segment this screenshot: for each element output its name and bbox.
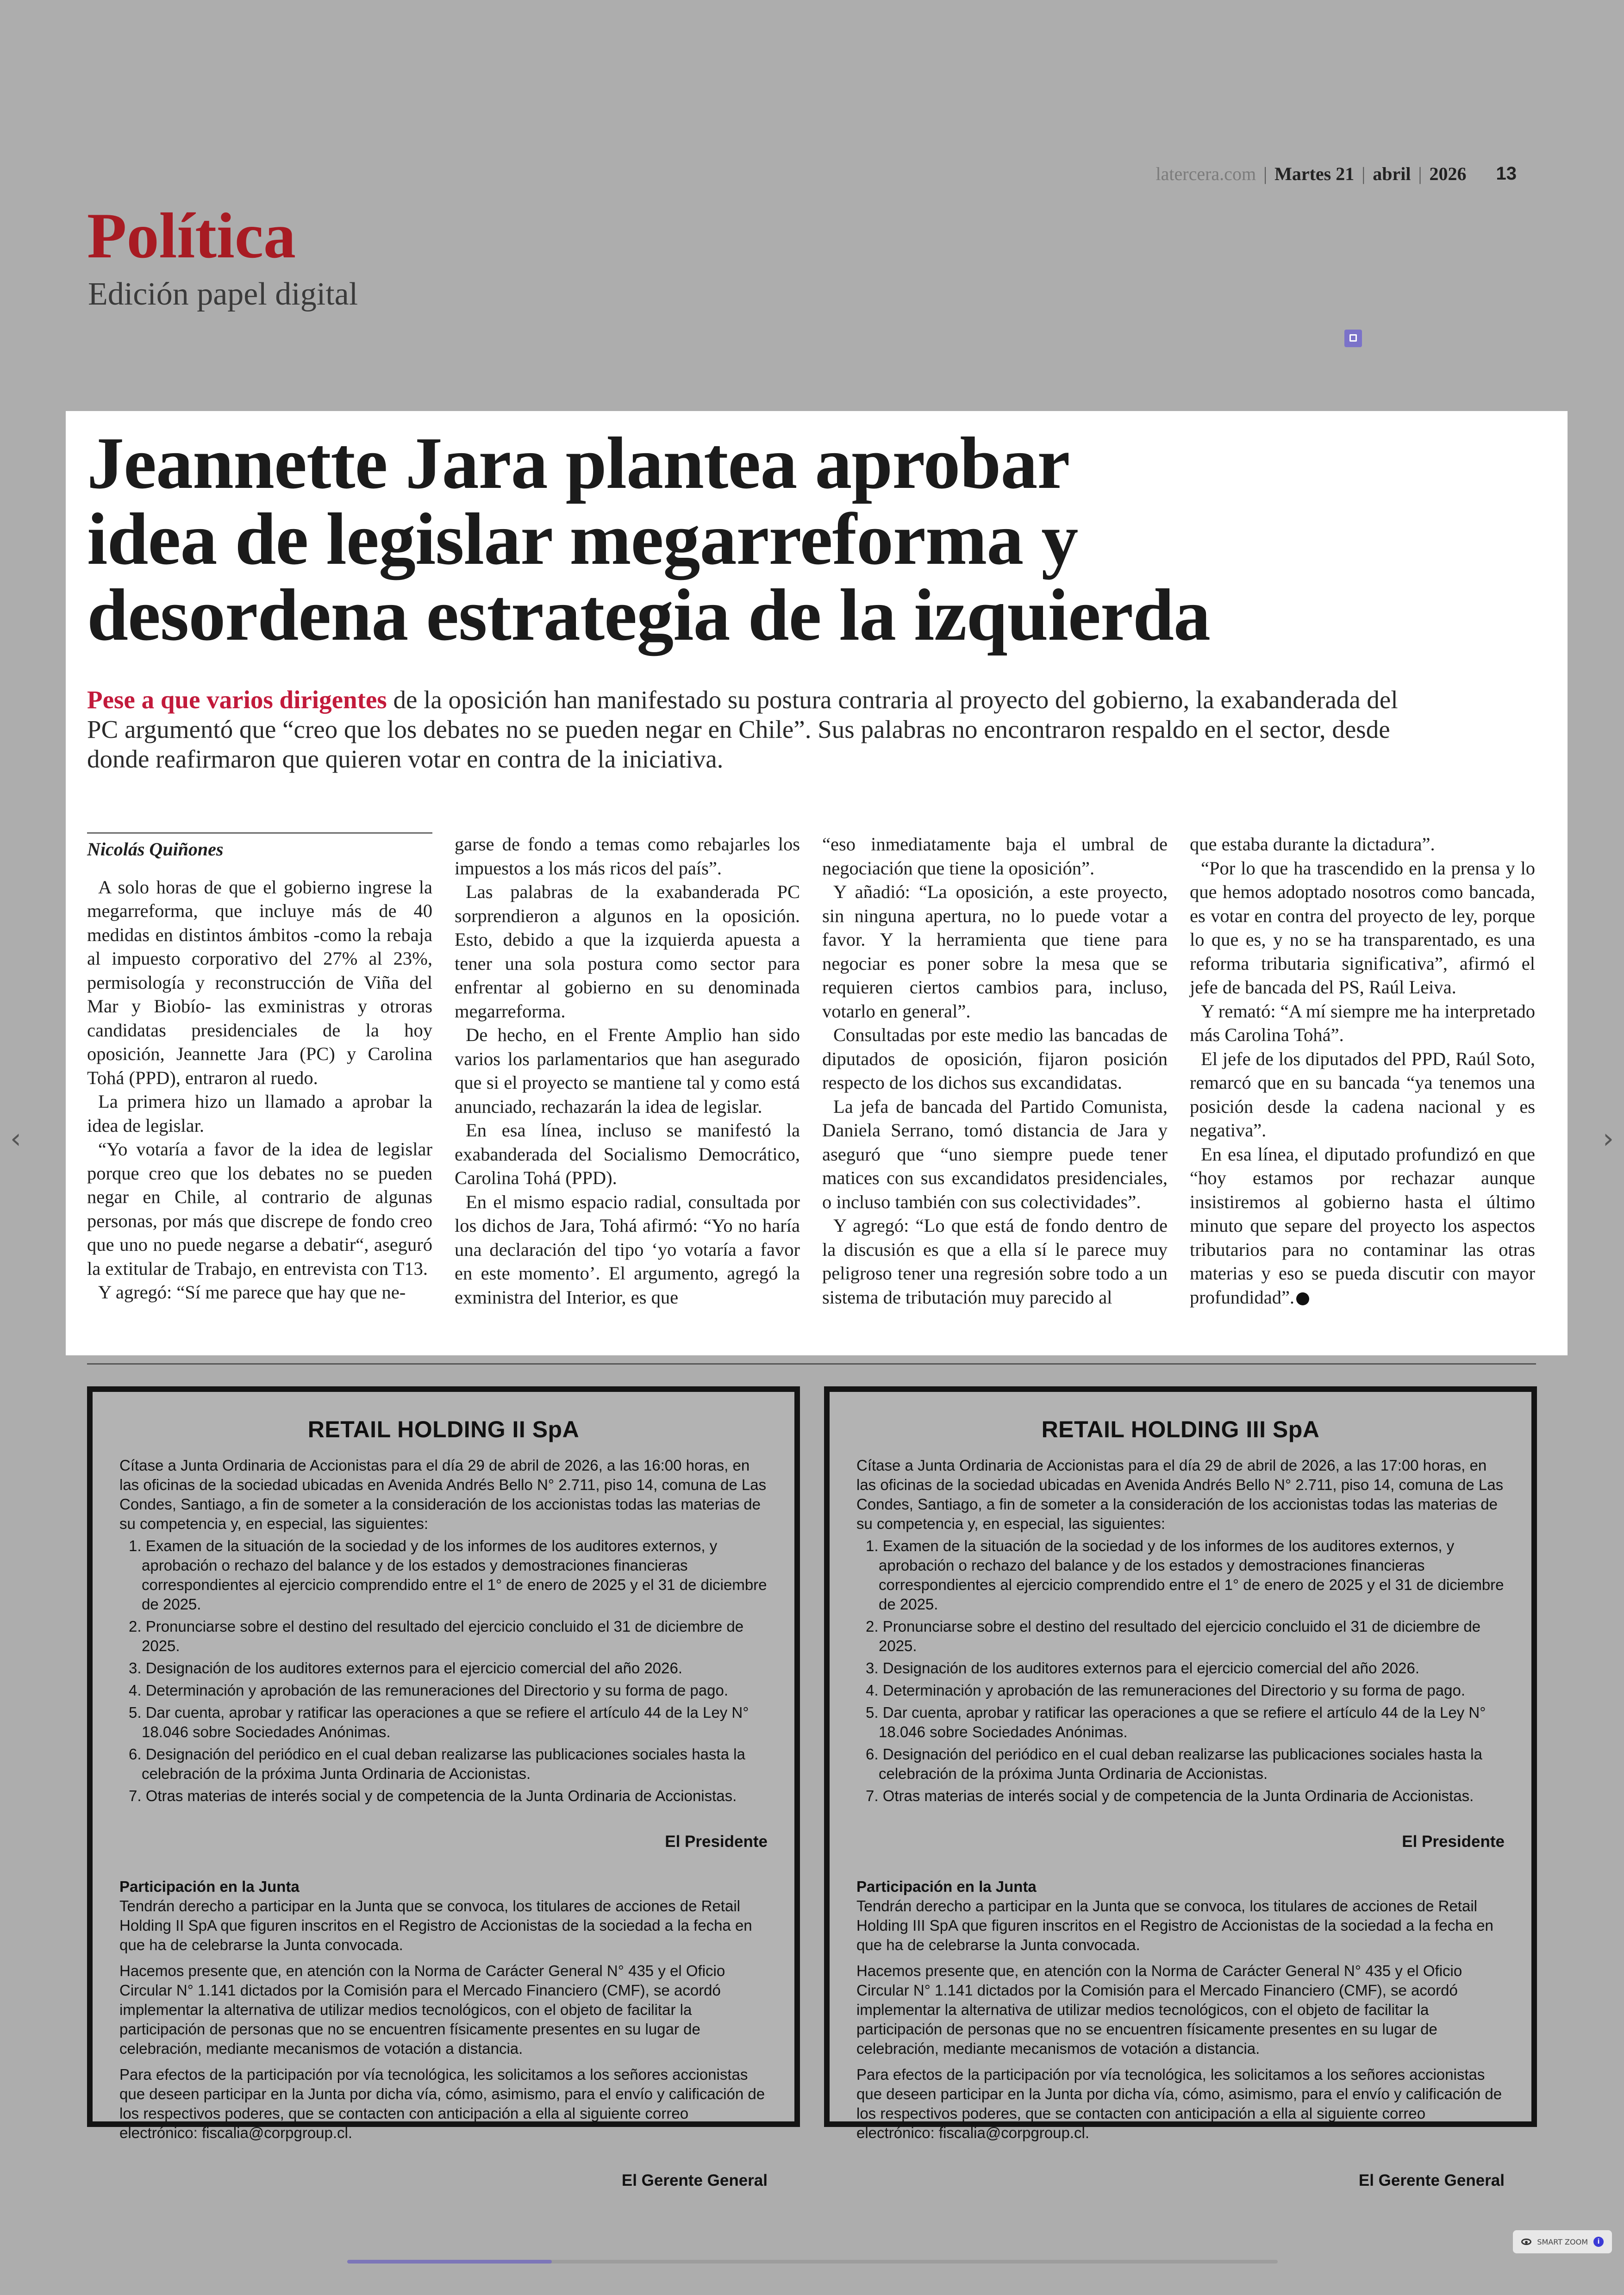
agenda-item: 6. Designación del periódico en el cual deban realizarse las publicaciones sociales hasta la celebración de la próxima Junta Ordinaria de Accionistas.: [129, 1746, 745, 1782]
notice-title: RETAIL HOLDING III SpA: [1041, 1416, 1320, 1442]
smart-zoom-button[interactable]: [1513, 2230, 1612, 2253]
end-mark-icon: [1296, 1292, 1309, 1305]
notice-paragraph: Para efectos de la participación por vía tecnológica, les solicitamos a los señores accionistas que deseen participar en la Junta por dicha vía, cómo, asimismo, para el envío y calificación de los respectivos poderes, que se contacten con anticipación a ella al siguiente correo electrónico: fiscalia@corpgroup.cl.: [119, 2066, 765, 2141]
agenda-item: 5. Dar cuenta, aprobar y ratificar las operaciones a que se refiere el artículo 44 de la Ley N° 18.046 sobre Sociedades Anónimas.: [129, 1704, 749, 1740]
paragraph: El jefe de los diputados del PPD, Raúl Soto, remarcó que en su bancada “ya tenemos una posición desde la cadena nacional y es negativa”.: [1190, 1048, 1535, 1141]
headline-line: idea de legislar megarreforma y: [87, 498, 1078, 580]
paragraph: La primera hizo un llamado a aprobar la idea de legislar.: [87, 1091, 432, 1136]
info-icon[interactable]: i: [1593, 2237, 1604, 2247]
weekday-day: Martes 21: [1274, 163, 1355, 184]
paragraph: [1190, 1142, 1535, 1310]
paragraph-text: En esa línea, el diputado profundizó en que “hoy estamos por rechazar aunque insistiremos al gobierno hasta el último minuto que separe del proyecto los aspectos tributarios para no contaminar las otras materias y eso se pueda discutir con mayor profundidad”.: [1190, 1143, 1535, 1308]
headline: [87, 422, 1476, 656]
edition-subtitle: Edición papel digital: [88, 276, 358, 312]
participation-title: Participación en la Junta: [119, 1878, 300, 1895]
year: 2026: [1429, 163, 1467, 184]
chevron-left-icon[interactable]: ‹: [10, 1123, 21, 1155]
agenda-item: 3. Designación de los auditores externos para el ejercicio comercial del año 2026.: [129, 1659, 683, 1677]
agenda-item: 4. Determinación y aprobación de las remuneraciones del Directorio y su forma de pago.: [129, 1682, 729, 1699]
agenda-item: 1. Examen de la situación de la sociedad y de los informes de los auditores externos, y aprobación o rechazo del balance y de los estados y demostraciones financieras correspondientes al ejercicio comprendido entre el 1° de enero de 2025 y el 31 de diciembre de 2025.: [866, 1537, 1504, 1613]
article-columns: [87, 832, 1536, 1341]
signer-general-manager: El Gerente General: [621, 2171, 768, 2189]
agenda-item: 5. Dar cuenta, aprobar y ratificar las operaciones a que se refiere el artículo 44 de la Ley N° 18.046 sobre Sociedades Anónimas.: [866, 1704, 1486, 1740]
notice-intro: Cítase a Junta Ordinaria de Accionistas para el día 29 de abril de 2026, a las 16:00 horas, en las oficinas de la sociedad ubicadas en Avenida Andrés Bello N° 2.711, piso 14, comuna de Las Condes, Santiago, a fin de someter a la consideración de los accionistas todas las materias de su competencia y, en especial, las siguientes:: [119, 1457, 767, 1532]
notice-paragraph: Tendrán derecho a participar en la Junta que se convoca, los titulares de acciones de Retail Holding III SpA que figuren inscritos en el Registro de Accionistas de la sociedad a la fecha en que ha de celebrarse la Junta convocada.: [856, 1897, 1493, 1953]
notice-intro: Cítase a Junta Ordinaria de Accionistas para el día 29 de abril de 2026, a las 17:00 horas, en las oficinas de la sociedad ubicadas en Avenida Andrés Bello N° 2.711, piso 14, comuna de Las Condes, Santiago, a fin de someter a la consideración de los accionistas todas las materias de su competencia y, en especial, las siguientes:: [856, 1457, 1504, 1532]
agenda-item: 2. Pronunciarse sobre el destino del resultado del ejercicio concluido el 31 de diciembre de 2025.: [866, 1618, 1481, 1654]
headline-line: desordena estrategia de la izquierda: [87, 574, 1210, 656]
page-number: 13: [1496, 163, 1517, 184]
notice-title: RETAIL HOLDING II SpA: [307, 1416, 580, 1442]
article-column-2: [455, 832, 800, 1341]
agenda-list: [856, 1536, 1505, 1806]
paragraph: garse de fondo a temas como rebajarles los impuestos a los más ricos del país”.: [455, 834, 800, 879]
agenda-item: 7. Otras materias de interés social y de competencia de la Junta Ordinaria de Accionistas.: [866, 1787, 1474, 1804]
headline-line: Jeannette Jara plantea aprobar: [87, 422, 1070, 504]
byline: Nicolás Quiñones: [87, 832, 432, 861]
eye-icon: [1521, 2239, 1531, 2245]
edit-icon[interactable]: [1344, 330, 1362, 347]
notice-paragraph: Para efectos de la participación por vía tecnológica, les solicitamos a los señores accionistas que deseen participar en la Junta por dicha vía, cómo, asimismo, para el envío y calificación de los respectivos poderes, que se contacten con anticipación a ella al siguiente correo electrónico: fiscalia@corpgroup.cl.: [856, 2066, 1502, 2141]
legal-notice-retail-holding-iii: [824, 1386, 1537, 2189]
section-title: Política: [87, 200, 296, 272]
separator: |: [1263, 163, 1268, 184]
agenda-item: 4. Determinación y aprobación de las remuneraciones del Directorio y su forma de pago.: [866, 1682, 1466, 1699]
article-column-3: [822, 832, 1168, 1341]
article-column-4: [1190, 832, 1535, 1341]
lead-highlight: Pese a que varios dirigentes: [87, 686, 387, 714]
agenda-item: 6. Designación del periódico en el cual deban realizarse las publicaciones sociales hasta la celebración de la próxima Junta Ordinaria de Accionistas.: [866, 1746, 1482, 1782]
paragraph: A solo horas de que el gobierno ingrese la megarreforma, que incluye más de 40 medidas en distintos ámbitos -como la rebaja al impuesto corporativo del 27% al 23%, permisología y reconstrucción de Viña del Mar y Biobío- las exministras y otroras candidatas presidenciales de la hoy oposición, Jeannette Jara (PC) y Carolina Tohá (PPD), entraron al ruedo.: [87, 876, 432, 1088]
paragraph: que estaba durante la dictadura”.: [1190, 834, 1435, 854]
paragraph: Y añadió: “La oposición, a este proyecto, sin ninguna apertura, no lo puede votar a favor. Y la herramienta que tiene para negociar es poner sobre la mesa que se requieren ciertos cambios para, incluso, votarlo en general”.: [822, 881, 1168, 1022]
paragraph: Y agregó: “Sí me parece que hay que ne-: [98, 1282, 406, 1303]
agenda-item: 1. Examen de la situación de la sociedad y de los informes de los auditores externos, y aprobación o rechazo del balance y de los estados y demostraciones financieras correspondientes al ejercicio comprendido entre el 1° de enero de 2025 y el 31 de diciembre de 2025.: [129, 1537, 767, 1613]
legal-notice-retail-holding-ii: [87, 1386, 800, 2189]
paragraph: Consultadas por este medio las bancadas de diputados de oposición, fijaron posición respecto de los dichos sus excandidatas.: [822, 1024, 1168, 1093]
paragraph: En esa línea, incluso se manifestó la exabanderada del Socialismo Democrático, Carolina Tohá (PPD).: [455, 1120, 800, 1188]
month: abril: [1373, 163, 1411, 184]
article-column-1: [87, 832, 432, 1341]
agenda-item: 2. Pronunciarse sobre el destino del resultado del ejercicio concluido el 31 de diciembre de 2025.: [129, 1618, 744, 1654]
paragraph: En el mismo espacio radial, consultada por los dichos de Jara, Tohá afirmó: “Yo no haría una declaración del tipo ‘yo votaría a favor en este momento’. El argumento, agregó la exministra del Interior, es que: [455, 1191, 800, 1308]
agenda-item: 3. Designación de los auditores externos para el ejercicio comercial del año 2026.: [866, 1659, 1420, 1677]
participation-title: Participación en la Junta: [856, 1878, 1037, 1895]
site-name: latercera.com: [1156, 163, 1256, 184]
agenda-list: [119, 1536, 768, 1806]
smart-zoom-label: SMART ZOOM: [1537, 2237, 1588, 2246]
paragraph: Y agregó: “Lo que está de fondo dentro de la discusión es que a ella sí le parece muy peligroso tener una regresión sobre todo a un sistema de tributación muy parecido al: [822, 1215, 1168, 1308]
paragraph: “eso inmediatamente baja el umbral de negociación que tiene la oposición”.: [822, 834, 1168, 879]
page-progress-bar[interactable]: [347, 2260, 1278, 2264]
signer-general-manager: El Gerente General: [1358, 2171, 1505, 2189]
signer-president: El Presidente: [1402, 1833, 1505, 1851]
notice-paragraph: Tendrán derecho a participar en la Junta que se convoca, los titulares de acciones de Retail Holding II SpA que figuren inscritos en el Registro de Accionistas de la sociedad a la fecha en que ha de celebrarse la Junta convocada.: [119, 1897, 752, 1953]
paragraph: Las palabras de la exabanderada PC sorprendieron a algunos en la oposición. Esto, debido a que la izquierda apuesta a tener una sola postura como sector para enfrentar al gobierno en su denominada megarreforma.: [455, 881, 800, 1022]
article-card[interactable]: [66, 411, 1568, 1355]
paragraph: Y remató: “A mí siempre me ha interpretado más Carolina Tohá”.: [1190, 1000, 1535, 1045]
notice-paragraph: Hacemos presente que, en atención con la Norma de Carácter General N° 435 y el Oficio Circular N° 1.141 dictados por la Comisión para el Mercado Financiero (CMF), se acordó implementar la alternativa de utilizar medios tecnológicos, con el objeto de facilitar la participación de personas que no se encuentren físicamente presentes en su lugar de celebración, mediante mecanismos de votación a distancia.: [856, 1962, 1462, 2057]
separator: |: [1418, 163, 1422, 184]
paragraph: De hecho, en el Frente Amplio han sido varios los parlamentarios que han asegurado que si el proyecto se mantiene tal y como está anunciado, rechazarán la idea de legislar.: [455, 1024, 800, 1117]
paragraph: “Por lo que ha trascendido en la prensa y lo que hemos adoptado nosotros como bancada, es votar en contra del proyecto de ley, porque lo que es, y no se ha transparentado, es una reforma tributaria significativa”, afirmó el jefe de bancada del PS, Raúl Leiva.: [1190, 857, 1535, 998]
page-progress-fill: [347, 2260, 552, 2264]
chevron-right-icon[interactable]: ›: [1603, 1123, 1614, 1155]
lead-paragraph: [87, 685, 1430, 774]
lead-text: de la oposición han manifestado su postura contraria al proyecto del gobierno, la exabanderada del PC argumentó que “creo que los debates no se pueden negar en Chile”. Sus palabras no encontraron respaldo en el sector, desde donde reafirmaron que quieren votar en contra de la iniciativa.: [87, 686, 1398, 773]
notice-paragraph: Hacemos presente que, en atención con la Norma de Carácter General N° 435 y el Oficio Circular N° 1.141 dictados por la Comisión para el Mercado Financiero (CMF), se acordó implementar la alternativa de utilizar medios tecnológicos, con el objeto de facilitar la participación de personas que no se encuentren físicamente presentes en su lugar de celebración, mediante mecanismos de votación a distancia.: [119, 1962, 725, 2057]
divider: [87, 1363, 1536, 1365]
page-date-line: [1156, 163, 1517, 185]
paragraph: “Yo votaría a favor de la idea de legislar porque creo que los debates no se pueden negar en Chile, al contrario de algunas personas, por más que discrepe de fondo creo que uno no puede negarse a debatir“, aseguró la extitular de Trabajo, en entrevista con T13.: [87, 1139, 432, 1279]
separator: |: [1362, 163, 1366, 184]
paragraph: La jefa de bancada del Partido Comunista, Daniela Serrano, tomó distancia de Jara y aseguró que “uno siempre puede tener matices con sus excandidatos presidenciales, o incluso también con sus colectividades”.: [822, 1096, 1168, 1212]
signer-president: El Presidente: [665, 1833, 768, 1851]
agenda-item: 7. Otras materias de interés social y de competencia de la Junta Ordinaria de Accionistas.: [129, 1787, 737, 1804]
